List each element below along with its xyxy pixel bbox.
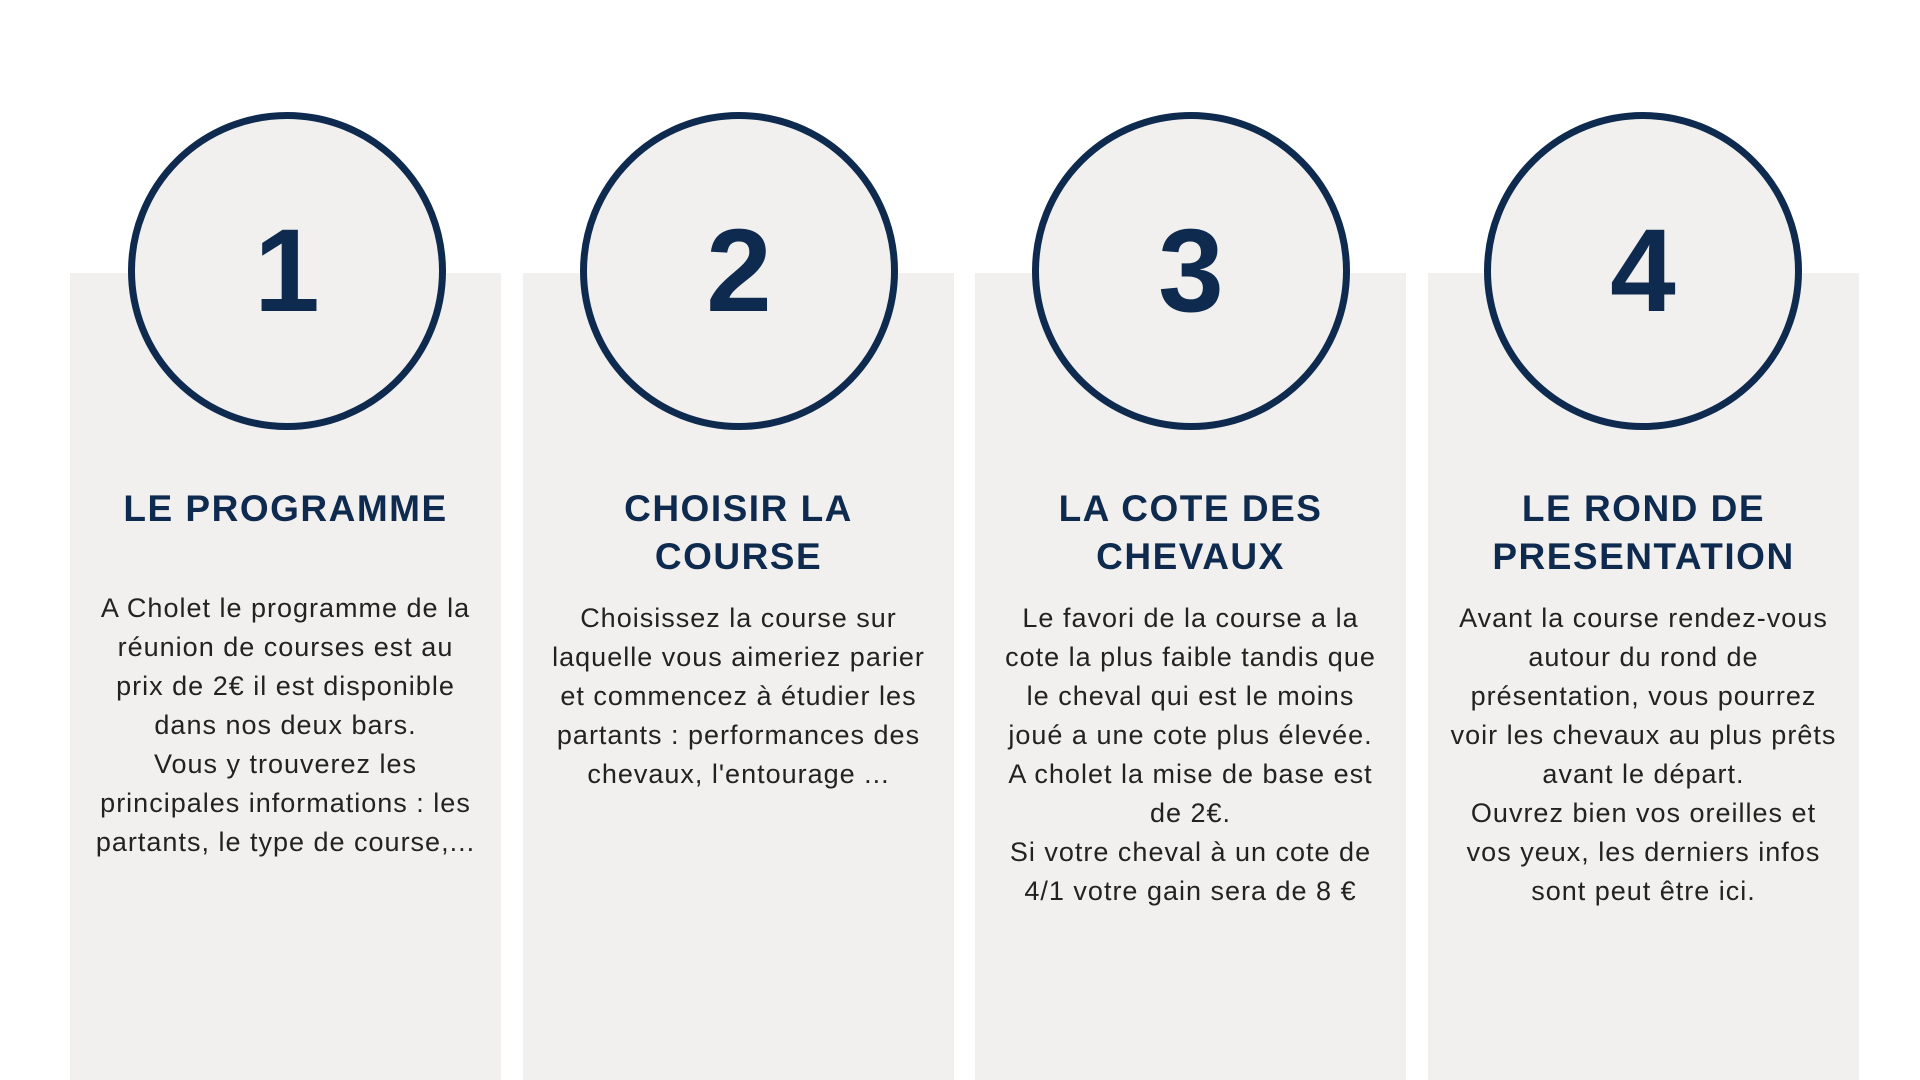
- step-paragraph: Le favori de la course a la cote la plus faible tandis que le cheval qui est le moins joué a une cote plus élevée.: [1005, 603, 1376, 750]
- step-title: CHOISIR LA COURSE: [624, 488, 853, 577]
- step-number: 1: [254, 205, 320, 337]
- step-number-circle-2: [580, 112, 898, 430]
- step-paragraph: Choisissez la course sur laquelle vous aimeriez parier et commencez à étudier les partants : performances des chevaux, l'entourage ...: [552, 603, 925, 789]
- step-title: LE PROGRAMME: [123, 488, 448, 529]
- step-paragraph: Vous y trouverez les principales informations : les partants, le type de course,...: [95, 749, 476, 857]
- step-paragraph: Si votre cheval à un cote de 4/1 votre gain sera de 8 €: [1009, 837, 1372, 906]
- step-number-circle-3: [1032, 112, 1350, 430]
- step-title: LE ROND DE PRESENTATION: [1492, 488, 1795, 577]
- step-description: [92, 589, 479, 862]
- step-description: [545, 599, 932, 794]
- step-paragraph: A cholet la mise de base est de 2€.: [1008, 759, 1373, 828]
- step-description: [997, 599, 1384, 911]
- step-number: 4: [1610, 205, 1676, 337]
- step-paragraph: Ouvrez bien vos oreilles et vos yeux, les derniers infos sont peut être ici.: [1466, 798, 1821, 906]
- step-number-circle-4: [1484, 112, 1802, 430]
- step-number-circle-1: [128, 112, 446, 430]
- step-number: 3: [1158, 205, 1224, 337]
- step-number: 2: [706, 205, 772, 337]
- step-description: [1450, 599, 1837, 911]
- step-paragraph: A Cholet le programme de la réunion de courses est au prix de 2€ il est disponible dans nos deux bars.: [100, 593, 471, 740]
- step-title: LA COTE DES CHEVAUX: [1058, 488, 1323, 577]
- step-paragraph: Avant la course rendez-vous autour du rond de présentation, vous pourrez voir les chevaux au plus prêts avant le départ.: [1450, 603, 1837, 789]
